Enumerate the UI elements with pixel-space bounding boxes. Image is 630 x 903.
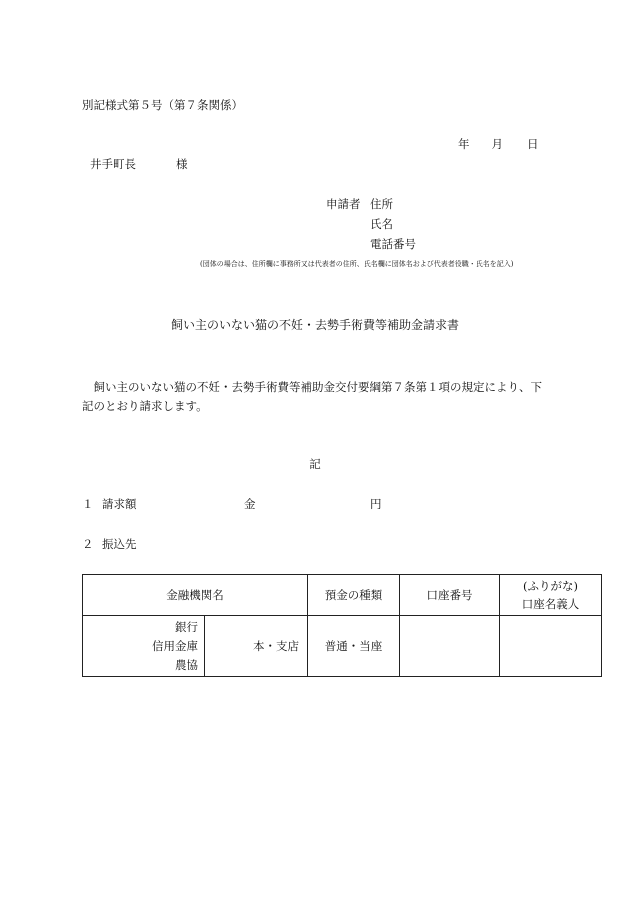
table-row [83, 616, 602, 677]
header-holder [500, 575, 602, 616]
year-label: 年 [458, 137, 470, 151]
item2-label: 振込先 [102, 537, 137, 551]
bank-type-bank: 銀行 [175, 619, 198, 634]
applicant-address-label: 住所 [370, 197, 393, 211]
header-account-number: 口座番号 [400, 575, 500, 616]
account-number-cell [400, 616, 500, 677]
header-furigana: (ふりがな) [523, 579, 578, 593]
amount-yen: 円 [370, 497, 382, 511]
day-label: 日 [527, 137, 539, 151]
date-line [458, 139, 539, 151]
document-title: 飼い主のいない猫の不妊・去勢手術費等補助金請求書 [170, 318, 459, 332]
header-institution: 金融機関名 [83, 575, 308, 616]
applicant-phone-label: 電話番号 [370, 237, 416, 251]
addressee-name: 井手町長 [90, 157, 136, 171]
header-holder-label: 口座名義人 [521, 597, 580, 611]
branch-cell: 本・支店 [205, 616, 308, 677]
addressee [90, 159, 188, 171]
form-number: 別記様式第５号（第７条関係） [82, 98, 243, 112]
applicant-label: 申請者 [326, 197, 361, 211]
account-type-cell: 普通・当座 [308, 616, 400, 677]
applicant-name-label: 氏名 [370, 217, 393, 231]
item2-number: ２ [82, 537, 94, 551]
amount-kin: 金 [244, 497, 256, 511]
holder-cell [500, 616, 602, 677]
month-label: 月 [491, 137, 503, 151]
body-text: 飼い主のいない猫の不妊・去勢手術費等補助金交付要綱第７条第１項の規定により、下記のとおり請求します。 [82, 380, 542, 413]
table-header-row [83, 575, 602, 616]
item1-number: １ [82, 497, 94, 511]
bank-type-nokyo: 農協 [175, 657, 198, 672]
addressee-honorific: 様 [176, 157, 188, 171]
bank-table [82, 574, 602, 677]
bank-type-cell [83, 616, 205, 677]
item1-label: 請求額 [102, 497, 137, 511]
bank-type-shinkin: 信用金庫 [152, 638, 198, 653]
header-deposit-type: 預金の種類 [308, 575, 400, 616]
applicant-note: (団体の場合は、住所欄に事務所又は代表者の住所、氏名欄に団体名および代表者役職・氏名を記入) [200, 260, 514, 268]
ki-heading: 記 [309, 457, 321, 471]
